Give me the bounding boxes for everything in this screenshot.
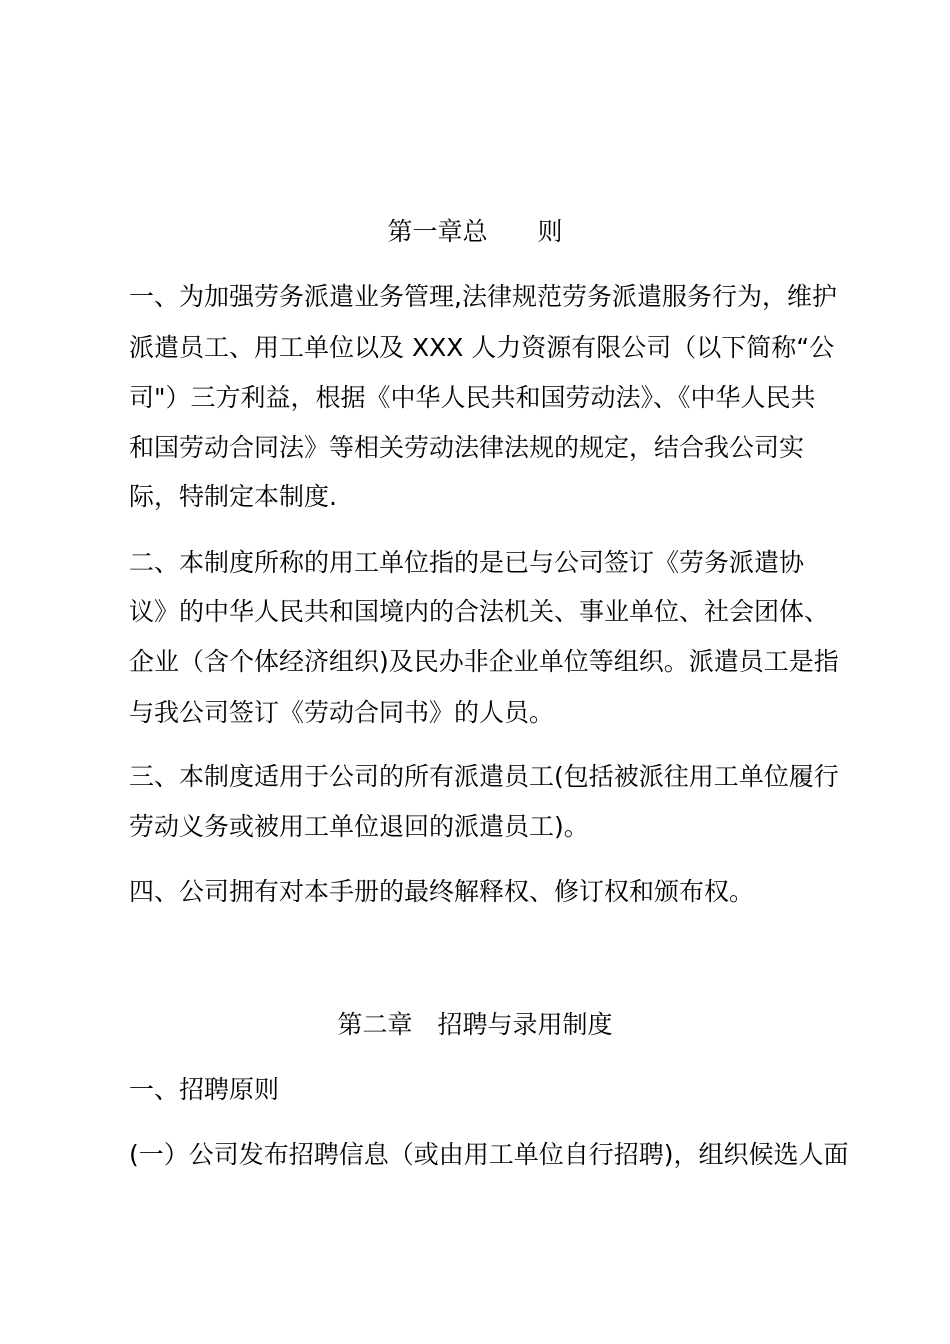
paragraph-2-line-2: 议》的中华人民共和国境内的合法机关、事业单位、社会团体、 — [129, 597, 830, 626]
paragraph-2-line-4: 与我公司签订《劳动合同书》的人员。 — [129, 698, 555, 727]
section-heading-recruitment-principles: 一、招聘原则 — [129, 1075, 280, 1104]
paragraph-3-line-2: 劳动义务或被用工单位退回的派遣员工)。 — [129, 812, 589, 841]
paragraph-2-line-1: 二、本制度所称的用工单位指的是已与公司签订《劳务派遣协 — [129, 548, 805, 577]
paragraph-1-line-2: 派遣员工、用工单位以及 XXX 人力资源有限公司（以下简称“公 — [129, 333, 835, 362]
paragraph-2-line-3: 企业（含个体经济组织)及民办非企业单位等组织。派遣员工是指 — [129, 647, 839, 676]
paragraph-1-line-3: 司"）三方利益，根据《中华人民共和国劳动法》、《中华人民共 — [129, 383, 816, 412]
paragraph-4-line-1: 四、公司拥有对本手册的最终解释权、修订权和颁布权。 — [129, 877, 755, 906]
paragraph-1-line-1: 一、为加强劳务派遣业务管理,法律规范劳务派遣服务行为，维护 — [129, 282, 837, 311]
item-1-line-1: (一）公司发布招聘信息（或由用工单位自行招聘)，组织候选人面 — [129, 1140, 849, 1169]
chapter-2-title: 第二章 招聘与录用制度 — [337, 1010, 613, 1039]
chapter-1-title: 第一章总 则 — [387, 217, 563, 246]
paragraph-3-line-1: 三、本制度适用于公司的所有派遣员工(包括被派往用工单位履行 — [129, 762, 839, 791]
paragraph-1-line-4: 和国劳动合同法》等相关劳动法律法规的规定，结合我公司实 — [129, 433, 805, 462]
paragraph-1-line-5: 际，特制定本制度. — [129, 482, 337, 511]
